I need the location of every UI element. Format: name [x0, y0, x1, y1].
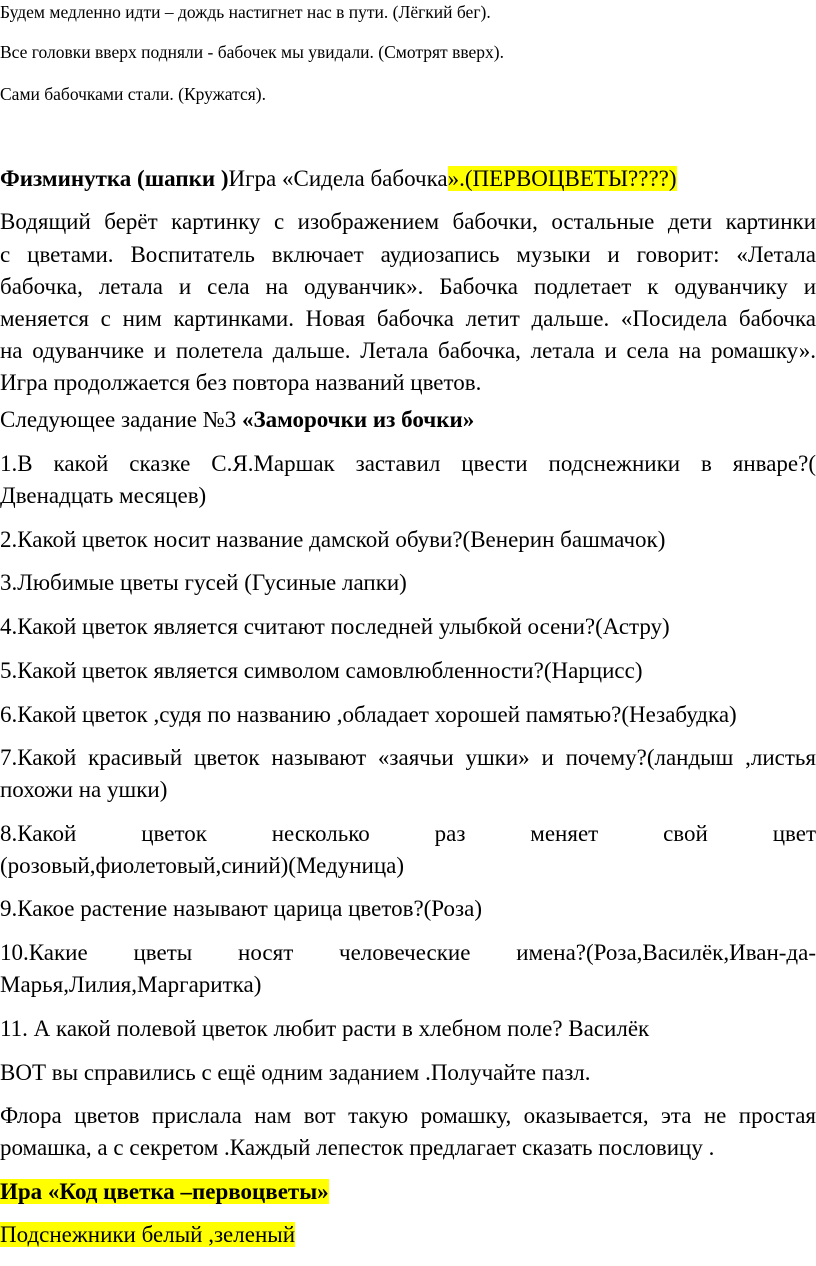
intro-line-1: Будем медленно идти – дождь настигнет нас в пути. (Лёгкий бег).	[0, 2, 491, 22]
fizminutka-bold: Физминутка (шапки )	[0, 166, 229, 191]
game-code-title-line	[0, 1177, 816, 1207]
question-10-line-2: Марья,Лилия,Маргаритка)	[0, 972, 262, 997]
question-5: 5.Какой цветок является символом самовлюбленности?(Нарцисс)	[0, 658, 643, 683]
game-paragraph-line-5: на одуванчике и полетела дальше. Летала бабочка, летала и села на ромашку».	[0, 338, 816, 363]
question-8-line-1: 8.Какой цветок несколько раз меняет свой цвет	[0, 821, 816, 846]
question-7-line-2: похожи на ушки)	[0, 777, 168, 802]
question-4: 4.Какой цветок является считают последней улыбкой осени?(Астру)	[0, 614, 670, 639]
fizminutka-game-name: Игра «Сидела бабочка	[228, 166, 448, 191]
intro-line-3: Сами бабочками стали. (Кружатся).	[0, 84, 266, 104]
next-task-label: Следующее задание №3	[0, 407, 242, 432]
fizminutka-highlight: ».(ПЕРВОЦВЕТЫ????)	[447, 166, 677, 191]
fizminutka-heading	[0, 164, 816, 194]
game-paragraph-line-4: меняется с ним картинками. Новая бабочка летит дальше. «Посидела бабочка	[0, 306, 816, 331]
game-paragraph-line-3: бабочка, летала и села на одуванчик». Бабочка подлетает к одуванчику и	[0, 274, 816, 299]
question-1-line-2: Двенадцать месяцев)	[0, 483, 207, 508]
next-task-title: «Заморочки из бочки»	[241, 407, 475, 432]
question-2: 2.Какой цветок носит название дамской обуви?(Венерин башмачок)	[0, 527, 666, 552]
game-code-title: Ира «Код цветка –первоцветы»	[0, 1179, 329, 1204]
game-paragraph-line-6: Игра продолжается без повтора названий цветов.	[0, 370, 482, 395]
game-paragraph-line-2: с цветами. Воспитатель включает аудиозапись музыки и говорит: «Летала	[0, 242, 816, 267]
flora-line-1: Флора цветов прислала нам вот такую ромашку, оказывается, эта не простая	[0, 1103, 816, 1128]
question-3: 3.Любимые цветы гусей (Гусиные лапки)	[0, 570, 407, 595]
flora-line-2: ромашка, а с секретом .Каждый лепесток предлагает сказать пословицу .	[0, 1135, 715, 1160]
game-paragraph-line-1: Водящий берёт картинку с изображением бабочки, остальные дети картинки	[0, 209, 816, 234]
question-8-line-2: (розовый,фиолетовый,синий)(Медуница)	[0, 853, 405, 878]
question-6: 6.Какой цветок ,судя по названию ,обладает хорошей памятью?(Незабудка)	[0, 702, 737, 727]
question-1-line-1: 1.В какой сказке С.Я.Маршак заставил цвести подснежники в январе?(	[0, 451, 816, 476]
next-task-line	[0, 405, 816, 435]
question-10-line-1: 10.Какие цветы носят человеческие имена?(Роза,Василёк,Иван-да-	[0, 940, 816, 965]
intro-line-2: Все головки вверх подняли - бабочек мы увидали. (Смотрят вверх).	[0, 42, 504, 62]
snowdrops-line: Подснежники белый ,зеленый	[0, 1222, 296, 1247]
done-line: ВОТ вы справились с ещё одним заданием .Получайте пазл.	[0, 1060, 591, 1085]
question-9: 9.Какое растение называют царица цветов?(Роза)	[0, 896, 482, 921]
question-7-line-1: 7.Какой красивый цветок называют «заячьи ушки» и почему?(ландыш ,листья	[0, 745, 816, 770]
snowdrops-line-row	[0, 1220, 816, 1250]
question-11: 11. А какой полевой цветок любит расти в хлебном поле? Василёк	[0, 1016, 650, 1041]
